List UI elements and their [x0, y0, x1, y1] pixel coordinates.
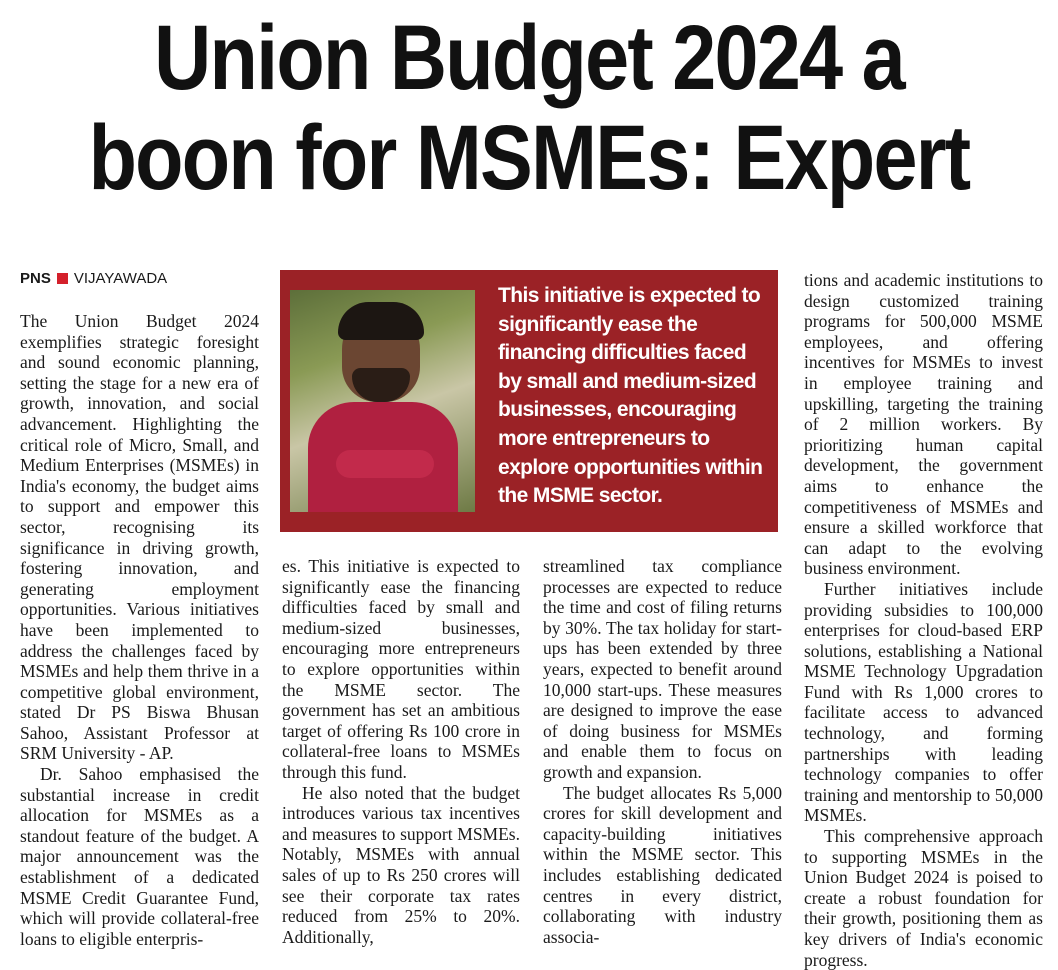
dateline: [20, 270, 167, 287]
expert-photo: [290, 290, 475, 512]
article-column-2: [282, 556, 520, 947]
paragraph: The Union Budget 2024 exemplifies strategic foresight and sound economic planning, setting the stage for a new era of growth, innovation, and social advancement. Highlighting the critical role of Micro, Small, and Medium Enterprises (MSMEs) in India's economy, the budget aims to support and empower this sector, recognising its significance in driving growth, fostering innovation, and generating employment opportunities. Various initiatives have been implemented to address the challenges faced by MSMEs and help them thrive in a competitive global environment, stated Dr PS Biswa Bhusan Sahoo, Assistant Professor at SRM University - AP.: [20, 311, 259, 764]
photo-hair: [338, 302, 424, 340]
paragraph: This comprehensive approach to supporting MSMEs in the Union Budget 2024 is poised to create a robust foundation for their growth, positioning them as key drivers of India's economic progress.: [804, 826, 1043, 970]
dateline-agency: PNS: [20, 270, 51, 287]
pull-quote-text: This initiative is expected to significantly ease the financing difficulties faced by small and medium-sized businesses, encouraging more entrepreneurs to explore opportunities within the MSME sector.: [498, 284, 763, 508]
headline: [74, 0, 984, 208]
headline-line-1: Union Budget 2024 a: [154, 7, 904, 109]
dateline-location: VIJAYAWADA: [73, 270, 168, 287]
paragraph: The budget allocates Rs 5,000 crores for skill development and capacity-building initiatives within the MSME sector. This includes establishing dedicated centres in every district, collaborating with industry associa-: [543, 782, 782, 947]
article-column-4: [804, 270, 1043, 970]
photo-arm: [336, 450, 434, 478]
article-column-3: [543, 556, 782, 947]
article-column-1: [20, 311, 259, 949]
paragraph: streamlined tax compliance processes are expected to reduce the time and cost of filing returns by 30%. The tax holiday for start-ups has been extended by three years, expected to benefit around 10,000 start-ups. These measures are designed to improve the ease of doing business for MSMEs and enable them to focus on growth and expansion.: [543, 556, 782, 782]
headline-line-2: boon for MSMEs: Expert: [88, 107, 970, 209]
paragraph: es. This initiative is expected to significantly ease the financing difficulties faced by small and medium-sized businesses, encouraging more entrepreneurs to explore opportunities within the MSME sector. The government has set an ambitious target of offering Rs 100 crore in collateral-free loans to MSMEs through this fund.: [282, 556, 520, 782]
paragraph: Further initiatives include providing subsidies to 100,000 enterprises for cloud-based ERP solutions, establishing a National MSME Technology Upgradation Fund with Rs 1,000 crores to facilitate access to advanced technology, and forming partnerships with leading technology companies to offer training and mentorship to 50,000 MSMEs.: [804, 578, 1043, 826]
pull-quote-box: [280, 270, 778, 532]
dateline-square-icon: [57, 273, 68, 284]
paragraph: Dr. Sahoo emphasised the substantial increase in credit allocation for MSMEs as a standout feature of the budget. A major announcement was the establishment of a dedicated MSME Credit Guarantee Fund, which will provide collateral-free loans to eligible enterpris-: [20, 764, 259, 949]
paragraph: tions and academic institutions to design customized training programs for 500,000 MSME employees, and offering incentives for MSMEs to invest in employee training and upskilling, targeting the training of 2 million workers. By prioritizing human capital development, the government aims to enhance the competitiveness of MSMEs and ensure a skilled workforce that can adapt to the evolving business environment.: [804, 270, 1043, 579]
paragraph: He also noted that the budget introduces various tax incentives and measures to support MSMEs. Notably, MSMEs with annual sales of up to Rs 250 crores will see their corporate tax rates reduced from 25% to 20%. Additionally,: [282, 782, 520, 947]
